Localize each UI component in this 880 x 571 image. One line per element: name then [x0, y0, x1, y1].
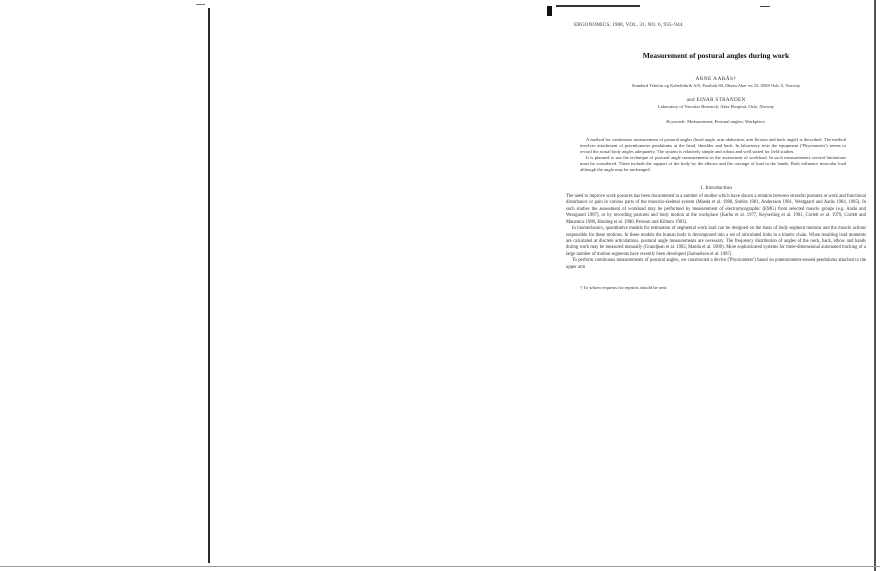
article-page	[566, 20, 866, 292]
right-edge-rule	[874, 0, 876, 571]
keywords-text: Measurement; Postural angles; Workplace.	[687, 119, 766, 125]
abstract	[580, 137, 846, 173]
footnote: † To whom requests for reprints should be sent.	[580, 285, 668, 291]
body-paragraph-1: The need to improve work postures has been documented in a number of studies which have shown a relation between stressful postures at work and functional disturbance or pain in various parts of the musculo-skeletal system (Maeda et al. 1980, Stubbs 1981, Andersson 1981, Westgaard and Aarås 1984, 1985). In such studies the assessment of workload may be performed by measurement of electromyographic (EMG) from selected muscle groups (e.g. Aarås and Westgaard 1987), or by recording postures and body motion at the workplace (Karhu et al. 1977, Keyserling et al. 1981, Corlett et al. 1979, Corlett and Manenica 1980, Hunting et al. 1980, Persson and Kilbom 1983).	[566, 193, 866, 225]
top-right-mark	[760, 6, 770, 7]
binding-line-left	[208, 8, 210, 563]
binding-tick-top	[196, 4, 205, 5]
affiliation-2: Laboratory of Vascular Research, Aker Hospital, Oslo, Norway	[657, 104, 775, 110]
bottom-edge-rule	[0, 566, 880, 567]
article-title: Measurement of postural angles during work	[642, 51, 790, 61]
section-heading: 1. Introduction	[699, 185, 733, 192]
journal-reference: ERGONOMICS, 1988, VOL. 31, NO. 6, 935–944	[574, 22, 683, 28]
body-paragraph-2: In biomechanics, quantitative models for estimation of segmental work load can be designed on the basis of body segment motions and the muscle actions responsible for these motions. In these models the human body is decomposed into a set of articulated links in a kinetic chain. When resulting load moments are calculated at discrete articulations, postural angle measurements are necessary. The frequency distribution of angles of the neck, back, elbow and hands during work may be measured manually (Grandjean et al. 1982, Maeda et al. 1980). More sophisticated systems for three-dimensional automated tracking of a large number of motion segments have recently been developed (Samuelson et al. 1987).	[566, 226, 866, 257]
author-2: and EINAR STRANDEN	[686, 96, 746, 103]
author-1: ARNE AARÅS†	[695, 75, 737, 82]
page-corner-mark	[547, 6, 552, 16]
body-paragraph-3: To perform continuous measurements of postural angles, we constructed a device ('Physiometer') based on potentiometer-sensed pendulums attached to the upper arm	[566, 258, 866, 270]
keywords	[566, 119, 866, 125]
top-edge-rule	[556, 5, 640, 7]
body-text	[566, 194, 866, 271]
abstract-paragraph-1: A method for continuous measurement of postural angles (head angle, arm abduction, arm flexion and back angle) is described. The method involves attachment of potentiometer pendulums at the head, shoulder and back. In laboratory tests the equipment ('Physiometer') seems to record the actual body angles adequately. The system is relatively simple and robust and well suited for field studies.	[580, 137, 846, 155]
affiliation-1: Standard Telefon og Kabelfabrik A/S, Postbok 60, Økern Aker vn 33, 0508 Oslo 5, Norway	[631, 82, 801, 88]
abstract-paragraph-2: It is planned to use the technique of postural angle measurements in the assessment of workload. In such measurements several limitations must be considered. These include the support of the body by the elbows and the carriage of load in the hands. Both influence muscular load although the angle may be unchanged.	[580, 155, 846, 173]
keywords-label: Keywords:	[666, 119, 686, 125]
